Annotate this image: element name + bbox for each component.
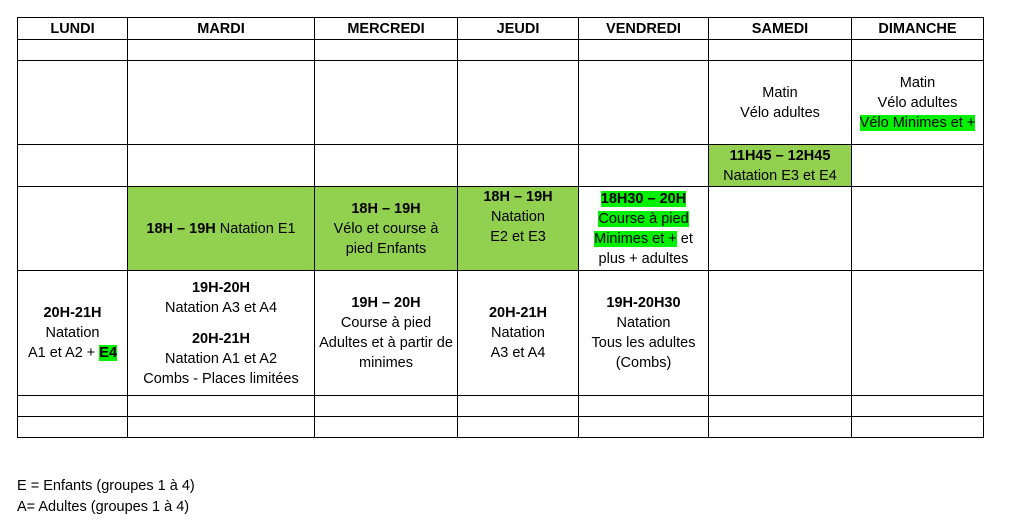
empty-cell [128, 145, 315, 187]
dimanche-morning-activity: Vélo adultes [877, 94, 958, 111]
mercredi-evening2-detail: Adultes et à partir de minimes [319, 335, 453, 371]
mardi-evening2-activity1: Natation A3 et A4 [164, 299, 278, 316]
empty-cell [852, 271, 984, 396]
empty-cell [579, 40, 709, 61]
samedi-midday-cell [709, 145, 852, 187]
evening-row-1 [18, 187, 984, 271]
dimanche-morning-label: Matin [899, 74, 936, 91]
legend-adultes: A= Adultes (groupes 1 à 4) [17, 499, 190, 515]
empty-cell [579, 145, 709, 187]
lundi-e4-highlight: E4 [99, 345, 118, 361]
vendredi-evening1-rest: et plus + adultes [598, 230, 693, 267]
empty-cell [852, 40, 984, 61]
empty-cell [128, 61, 315, 145]
mercredi-evening1-time: 18H – 19H [351, 200, 421, 217]
samedi-morning-cell [709, 61, 852, 145]
samedi-midday-activity: Natation E3 et E4 [723, 167, 837, 184]
vendredi-evening1-time: 18H30 – 20H [600, 190, 687, 207]
vendredi-evening2-detail: Tous les adultes [591, 335, 696, 351]
jeudi-evening2-time: 20H-21H [488, 305, 548, 321]
evening-row-2 [18, 271, 984, 396]
empty-cell [18, 40, 128, 61]
mardi-evening1-activity: Natation E1 [215, 220, 296, 237]
empty-cell [315, 61, 458, 145]
empty-cell [18, 61, 128, 145]
jeudi-evening2-cell [458, 271, 579, 396]
vendredi-evening1-cell [579, 187, 709, 271]
midday-row [18, 145, 984, 187]
mardi-evening2-activity2: Natation A1 et A2 [164, 350, 278, 367]
empty-cell [579, 396, 709, 417]
empty-row [18, 396, 984, 417]
day-header-samedi: SAMEDI [709, 18, 852, 40]
jeudi-evening1-activity: Natation [490, 209, 545, 225]
empty-cell [18, 187, 128, 271]
empty-cell [458, 417, 579, 438]
empty-cell [709, 187, 852, 271]
vendredi-evening2-note: (Combs) [615, 355, 672, 371]
empty-cell [458, 145, 579, 187]
empty-cell [458, 396, 579, 417]
dimanche-minimes-highlight: Vélo Minimes et + [859, 114, 976, 131]
jeudi-evening1-cell [458, 187, 579, 271]
empty-row [18, 40, 984, 61]
vendredi-evening2-cell [579, 271, 709, 396]
mardi-evening2-cell [128, 271, 315, 396]
empty-cell [315, 396, 458, 417]
header-row [18, 18, 984, 40]
empty-cell [709, 417, 852, 438]
empty-cell [852, 396, 984, 417]
empty-cell [458, 40, 579, 61]
dimanche-morning-cell [852, 61, 984, 145]
day-header-vendredi: VENDREDI [579, 18, 709, 40]
jeudi-evening1-time: 18H – 19H [483, 189, 553, 205]
empty-row [18, 417, 984, 438]
day-header-jeudi: JEUDI [458, 18, 579, 40]
weekly-schedule-table [17, 17, 984, 438]
mercredi-evening1-cell [315, 187, 458, 271]
vendredi-evening2-activity: Natation [616, 315, 671, 331]
empty-cell [458, 61, 579, 145]
empty-cell [709, 40, 852, 61]
lundi-evening2-groups: A1 et A2 + [27, 345, 100, 361]
jeudi-evening2-groups: A3 et A4 [490, 345, 546, 361]
mardi-evening2-time1: 19H-20H [191, 279, 251, 296]
mardi-evening2-note: Combs - Places limitées [143, 370, 299, 387]
empty-cell [709, 396, 852, 417]
vendredi-minimes-highlight: Course à pied Minimes et + [594, 210, 689, 247]
empty-cell [128, 396, 315, 417]
empty-cell [128, 417, 315, 438]
day-header-mardi: MARDI [128, 18, 315, 40]
lundi-evening2-cell [18, 271, 128, 396]
empty-cell [18, 396, 128, 417]
empty-cell [579, 417, 709, 438]
empty-cell [18, 145, 128, 187]
day-header-mercredi: MERCREDI [315, 18, 458, 40]
morning-row [18, 61, 984, 145]
mardi-evening1-time: 18H – 19H [146, 220, 216, 237]
empty-cell [579, 61, 709, 145]
empty-cell [128, 40, 315, 61]
empty-cell [709, 271, 852, 396]
empty-cell [18, 417, 128, 438]
empty-cell [315, 40, 458, 61]
day-header-lundi: LUNDI [18, 18, 128, 40]
empty-cell [852, 145, 984, 187]
jeudi-evening1-groups: E2 et E3 [490, 229, 546, 245]
jeudi-evening2-activity: Natation [490, 325, 545, 341]
empty-cell [852, 417, 984, 438]
samedi-morning-label: Matin [762, 84, 798, 101]
legend-enfants: E = Enfants (groupes 1 à 4) [17, 478, 195, 494]
lundi-evening2-activity: Natation [45, 325, 100, 341]
mardi-evening1-cell [128, 187, 315, 271]
empty-cell [315, 417, 458, 438]
empty-cell [315, 145, 458, 187]
samedi-midday-time: 11H45 – 12H45 [729, 147, 831, 164]
lundi-evening2-time: 20H-21H [43, 305, 102, 321]
empty-cell [852, 187, 984, 271]
day-header-dimanche: DIMANCHE [852, 18, 984, 40]
vendredi-evening2-time: 19H-20H30 [606, 295, 681, 311]
mardi-evening2-time2: 20H-21H [191, 330, 251, 347]
samedi-morning-activity: Vélo adultes [740, 104, 820, 121]
mercredi-evening1-activity: Vélo et course à pied Enfants [333, 220, 439, 257]
mercredi-evening2-activity: Course à pied [340, 315, 432, 331]
mercredi-evening2-cell [315, 271, 458, 396]
mercredi-evening2-time: 19H – 20H [351, 295, 421, 311]
